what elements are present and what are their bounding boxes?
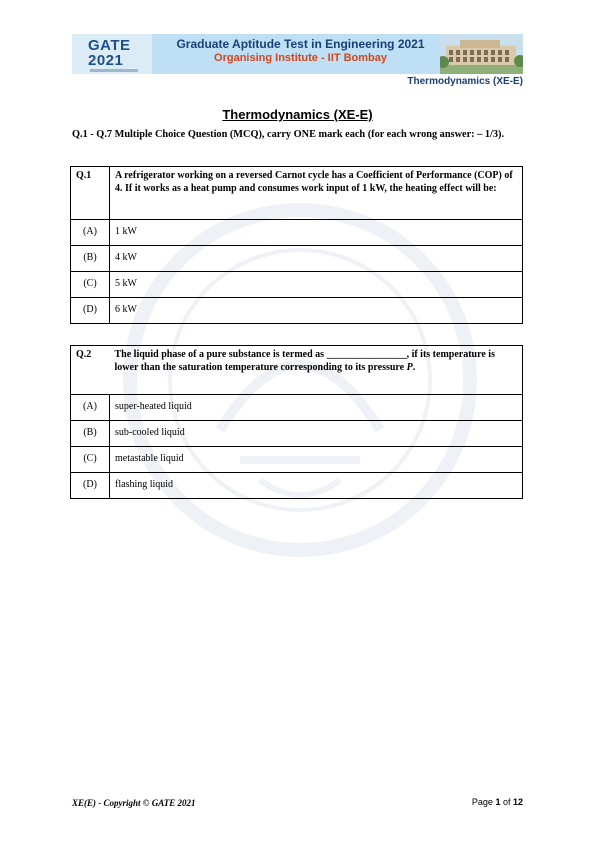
footer-copyright: XE(E) - Copyright © GATE 2021: [72, 798, 196, 808]
option-row[interactable]: [71, 246, 523, 272]
page-total: 12: [512, 797, 523, 807]
option-row[interactable]: [71, 220, 523, 246]
banner-title: Graduate Aptitude Test in Engineering 2021: [176, 37, 425, 51]
option-key: (A): [71, 220, 110, 246]
option-row[interactable]: [71, 298, 523, 324]
question-number: Q.2: [71, 346, 110, 395]
answer-blank: ________________: [326, 349, 407, 360]
footer-page-number: [472, 797, 523, 807]
question-text: [110, 346, 523, 395]
question-text-part: .: [412, 361, 416, 373]
option-row[interactable]: [71, 473, 523, 499]
option-row[interactable]: [71, 421, 523, 447]
option-text: 1 kW: [110, 220, 523, 246]
question-text-part: The liquid phase of a pure substance is termed as: [114, 349, 327, 360]
option-key: (A): [71, 395, 110, 421]
option-key: (D): [71, 298, 110, 324]
logo-underline: [90, 69, 138, 72]
subject-label: Thermodynamics (XE-E): [407, 76, 523, 87]
option-text: metastable liquid: [110, 447, 523, 473]
logo-line2: 2021: [88, 52, 124, 69]
option-key: (C): [71, 447, 110, 473]
question-text: A refrigerator working on a reversed Carnot cycle has a Coefficient of Performance (COP) of 4. If it works as a heat pump and consumes work input of 1 kW, the heating effect will be:: [110, 167, 523, 220]
option-key: (B): [71, 421, 110, 447]
option-text: 6 kW: [110, 298, 523, 324]
option-key: (D): [71, 473, 110, 499]
pressure-variable: P: [406, 361, 413, 373]
page-title: Thermodynamics (XE-E): [222, 107, 373, 122]
option-row[interactable]: [71, 447, 523, 473]
campus-building-image: [440, 34, 523, 74]
option-text: 5 kW: [110, 272, 523, 298]
option-text: 4 kW: [110, 246, 523, 272]
page-of: of: [500, 797, 513, 807]
question-text-part: , if its temperature is lower than the saturation temperature corresponding to its pressure: [114, 349, 495, 373]
option-row[interactable]: [71, 272, 523, 298]
page-prefix: Page: [471, 797, 496, 807]
page-current: 1: [495, 797, 501, 807]
option-key: (B): [71, 246, 110, 272]
option-row[interactable]: [71, 395, 523, 421]
gate-logo: [72, 34, 152, 74]
section-instructions: Q.1 - Q.7 Multiple Choice Question (MCQ), carry ONE mark each (for each wrong answer: – 1/3).: [72, 129, 505, 140]
question-1-table: [70, 166, 523, 324]
banner-subtitle: Organising Institute - IIT Bombay: [214, 52, 387, 64]
option-text: flashing liquid: [110, 473, 523, 499]
option-text: super-heated liquid: [110, 395, 523, 421]
logo-line1: GATE: [88, 37, 131, 54]
option-key: (C): [71, 272, 110, 298]
question-number: Q.1: [71, 167, 110, 220]
question-2-table: [70, 345, 523, 499]
option-text: sub-cooled liquid: [110, 421, 523, 447]
